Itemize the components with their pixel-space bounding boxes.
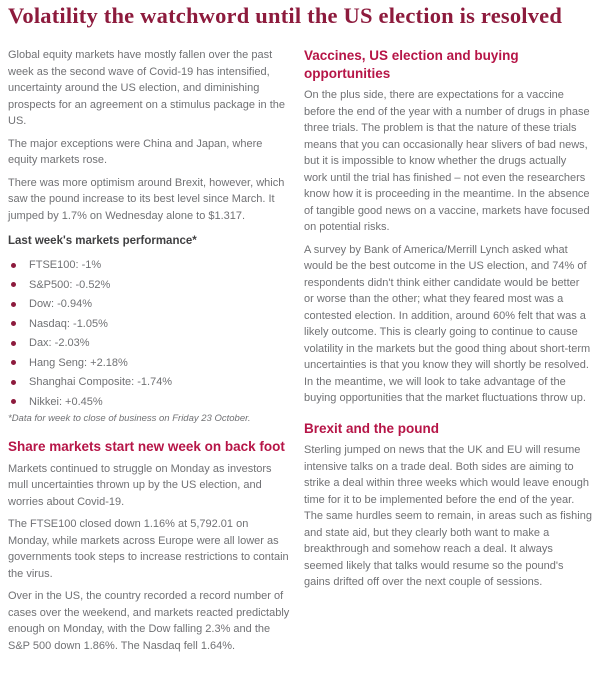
list-item bbox=[8, 355, 290, 372]
content-columns bbox=[8, 47, 594, 660]
section-paragraph: Sterling jumped on news that the UK and EU will resume intensive talks on a trade deal. Both sides are aiming to strike a deal within three weeks which would leave enough time for it to be implemented before the end of the year. The same hurdles seem to remain, in areas such as fishing and state aid, but they clearly both want to make a breakthrough and somehow reach a deal. It always seemed likely that talks would resume so the pound's gains drifted off over the next couple of sessions. bbox=[304, 444, 592, 588]
list-item-label: FTSE100: -1% bbox=[29, 259, 102, 271]
intro-paragraph: The major exceptions were China and Japan, where equity markets rose. bbox=[8, 137, 263, 166]
list-item bbox=[8, 335, 290, 352]
list-item bbox=[8, 394, 290, 411]
intro-paragraph: There was more optimism around Brexit, however, which saw the pound increase to its best level since March. It jumped by 1.7% on Wednesday alone to $1.317. bbox=[8, 176, 285, 222]
list-item-label: Nikkei: +0.45% bbox=[29, 395, 103, 408]
right-column bbox=[304, 47, 592, 660]
list-item-label: Hang Seng: +2.18% bbox=[29, 356, 128, 369]
bullet-icon bbox=[11, 399, 16, 404]
list-item-label: Dax: -2.03% bbox=[29, 337, 90, 349]
list-item-label: Dow: -0.94% bbox=[29, 298, 92, 310]
bullet-icon bbox=[11, 282, 16, 287]
list-item bbox=[8, 374, 290, 391]
list-item bbox=[8, 296, 290, 313]
section-paragraph: Over in the US, the country recorded a record number of cases over the weekend, and markets reacted predictably enough on Monday, with the Dow falling 2.3% and the S&P 500 down 1.86%. The Nasdaq fell 1.64%. bbox=[8, 590, 290, 652]
section-paragraph: On the plus side, there are expectations for a vaccine before the end of the year with a number of drugs in phase three trials. The problem is that the nature of these trials means that you can occasionally hear slivers of bad news, but it is impossible to know whether the drugs actually work until the trial has finished – not even the researchers know how it is proceeding in the meantime. In the absence of tangible good news on a vaccine, markets have focused on potential risks. bbox=[304, 89, 590, 233]
section-heading-share-markets: Share markets start new week on back foot bbox=[8, 439, 285, 454]
performance-heading: Last week's markets performance* bbox=[8, 235, 197, 247]
bullet-icon bbox=[11, 321, 16, 326]
page-title: Volatility the watchword until the US election is resolved bbox=[8, 3, 563, 28]
bullet-icon bbox=[11, 263, 16, 268]
section-paragraph: A survey by Bank of America/Merrill Lynch asked what would be the best outcome in the US election, and 74% of respondents didn't think either candidate would be better or worse than the other; what they feared most was a contested election. In addition, around 60% felt that was a likely outcome. This is clearly going to continue to cause volatility in the markets but the good thing about short-term uncertainties is that you know they will shortly be resolved. In the meantime, we will look to take advantage of the buying opportunities that the market fluctuations throw up. bbox=[304, 243, 591, 404]
section-paragraph: Markets continued to struggle on Monday as investors mull uncertainties thrown up by the US election, and worries about Covid-19. bbox=[8, 462, 272, 508]
section-heading-vaccines: Vaccines, US election and buying opportunities bbox=[304, 48, 519, 81]
section-heading-brexit: Brexit and the pound bbox=[304, 420, 439, 436]
left-column bbox=[8, 47, 290, 660]
list-item-label: Shanghai Composite: -1.74% bbox=[29, 376, 173, 388]
intro-paragraph: Global equity markets have mostly fallen over the past week as the second wave of Covid-19 has intensified, uncertainty around the US election, and diminishing prospects for an agreement on a stimulus package in the US. bbox=[8, 49, 285, 127]
list-item-label: S&P500: -0.52% bbox=[29, 278, 111, 291]
performance-list bbox=[8, 257, 290, 410]
bullet-icon bbox=[11, 360, 16, 365]
bullet-icon bbox=[11, 302, 16, 307]
section-paragraph: The FTSE100 closed down 1.16% at 5,792.01 on Monday, while markets across Europe were all lower as governments took steps to increase restrictions to contain the virus. bbox=[8, 518, 289, 580]
list-item bbox=[8, 316, 290, 333]
list-item bbox=[8, 257, 290, 274]
bullet-icon bbox=[11, 380, 16, 385]
list-item bbox=[8, 277, 290, 294]
bullet-icon bbox=[11, 341, 16, 346]
data-footnote: *Data for week to close of business on Friday 23 October. bbox=[8, 413, 251, 424]
list-item-label: Nasdaq: -1.05% bbox=[29, 317, 108, 330]
